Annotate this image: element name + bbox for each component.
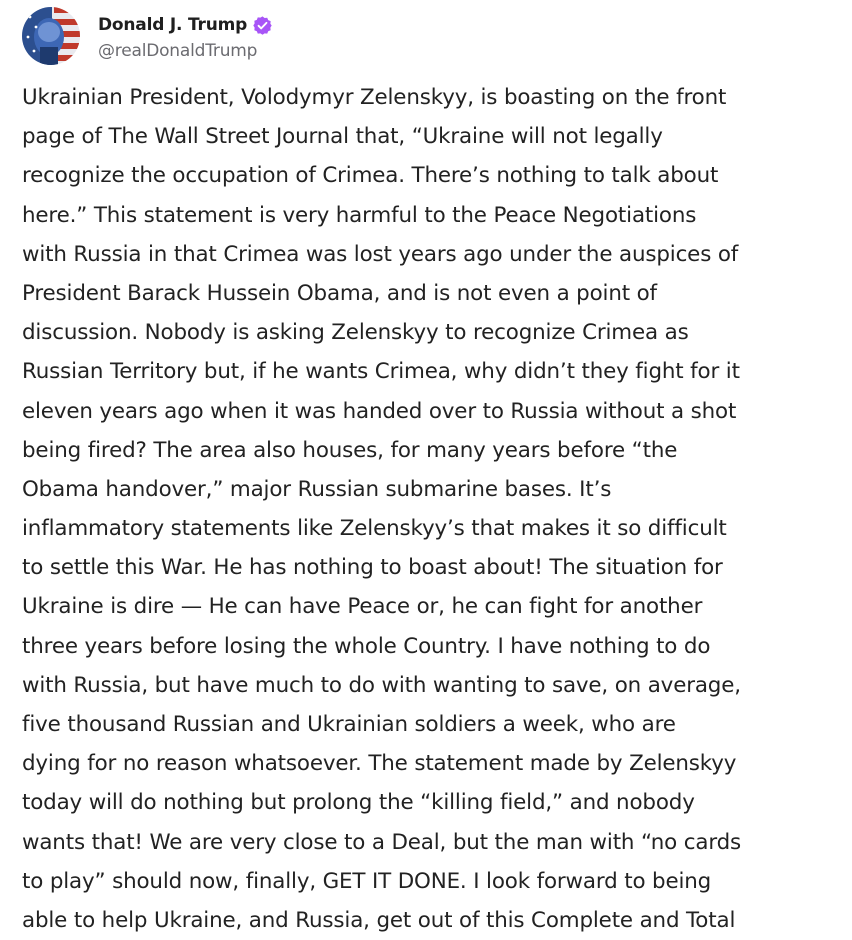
post-text-line: three years before losing the whole Country. I have nothing to do (22, 633, 711, 659)
avatar-image (22, 7, 80, 65)
post-text-line: eleven years ago when it was handed over to Russia without a shot (22, 398, 737, 424)
post-text-line: inflammatory statements like Zelenskyy’s that makes it so difficult (22, 516, 727, 542)
post-text-line: with Russia in that Crimea was lost years ago under the auspices of (22, 241, 739, 267)
post-header (22, 6, 273, 66)
post-text-line: discussion. Nobody is asking Zelenskyy to recognize Crimea as (22, 320, 689, 346)
verified-badge-icon (252, 15, 273, 36)
post-text-line: able to help Ukraine, and Russia, get out of this Complete and Total (22, 907, 736, 933)
post-text-line: to settle this War. He has nothing to boast about! The situation for (22, 555, 723, 581)
post-text-line: Ukraine is dire — He can have Peace or, he can fight for another (22, 594, 703, 620)
avatar[interactable] (22, 7, 80, 65)
post-text-line: wants that! We are very close to a Deal, but the man with “no cards (22, 829, 742, 855)
post-text-line: with Russia, but have much to do with wanting to save, on average, (22, 672, 741, 698)
post-text-line: five thousand Russian and Ukrainian soldiers a week, who are (22, 712, 676, 737)
post-text-line: dying for no reason whatsoever. The statement made by Zelenskyy (22, 751, 737, 777)
post-text-line: Obama handover,” major Russian submarine bases. It’s (22, 476, 612, 502)
post-text-line: here.” This statement is very harmful to the Peace Negotiations (22, 202, 697, 228)
post-text-line: page of The Wall Street Journal that, “Ukraine will not legally (22, 124, 663, 150)
post-text (22, 78, 842, 940)
name-row (98, 11, 273, 39)
author-display-name[interactable]: Donald J. Trump (98, 15, 248, 35)
post-text-line: Russian Territory but, if he wants Crimea, why didn’t they fight for it (22, 359, 740, 385)
post-text-line: to play” should now, finally, GET IT DONE. I look forward to being (22, 868, 712, 894)
author-names (98, 11, 273, 61)
post-text-line: President Barack Hussein Obama, and is not even a point of (22, 280, 657, 306)
author-handle[interactable]: @realDonaldTrump (98, 41, 258, 61)
post-text-line: today will do nothing but prolong the “killing field,” and nobody (22, 790, 695, 816)
post-text-line: being fired? The area also houses, for many years before “the (22, 437, 678, 463)
post-text-line: recognize the occupation of Crimea. There’s nothing to talk about (22, 163, 719, 189)
post-text-line: Ukrainian President, Volodymyr Zelenskyy, is boasting on the front (22, 85, 727, 110)
